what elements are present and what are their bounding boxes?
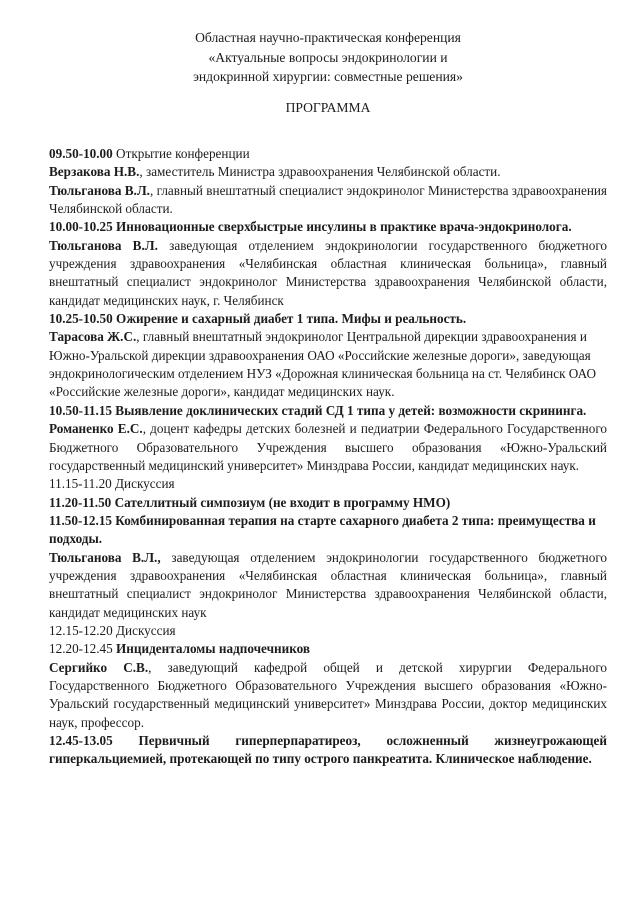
session-title: Открытие конференции (112, 146, 250, 161)
session-title: 10.50-11.15 Выявление доклинических стадий СД 1 типа у детей: возможности скрининга. (49, 402, 587, 418)
session-1220-incidentalomas (49, 640, 607, 658)
speaker-credentials: заведующая отделением эндокринологии государственного бюджетного учреждения здравоохранения «Челябинская областная клиническая больница», главный внештатный специалист эндокринолог Министерства здравоохранения Челябинской области, кандидат медицинских наук (49, 549, 607, 620)
speaker-credentials: , главный внештатный специалист эндокринолог Министерства здравоохранения Челябинской области. (49, 182, 608, 217)
speaker-sergiyko (49, 659, 607, 732)
speaker-name: Тюльганова В.Л. (49, 182, 150, 198)
session-0950-opening (49, 145, 607, 163)
conference-title (49, 28, 607, 87)
conference-title-line-3: эндокринной хирургии: совместные решения» (193, 69, 463, 84)
speaker-credentials: , доцент кафедры детских болезней и педиатрии Федерального Государственного Бюджетного Образовательного Учреждения высшего образования «Южно-Уральский государственный медицинский университет» Минздрава России, кандидат медицинских наук. (49, 421, 607, 473)
session-time: 09.50-10.00 (49, 146, 113, 161)
session-title: 12.45-13.05 Первичный гиперперпаратиреоз, осложненный жизнеугрожающей гиперкальциемией, протекающей по типу острого панкреатита. Клиническое наблюдение. (49, 733, 607, 767)
speaker-credentials: , главный внештатный эндокринолог Центральной дирекции здравоохранения и Южно-Уральской дирекции здравоохранения ОАО «Российские железные дороги», заведующая эндокринологическим отделением НУЗ «Дорожная клиническая больница на ст. Челябинск ОАО «Российские железные дороги», кандидат медицинских наук. (49, 329, 597, 400)
session-title: 12.15-12.20 Дискуссия (49, 622, 176, 638)
session-title: 11.15-11.20 Дискуссия (49, 476, 175, 492)
speaker-tyulganova-intro (49, 182, 607, 219)
session-title: Инциденталомы надпочечников (116, 641, 311, 657)
session-title: 11.20-11.50 Сателлитный симпозиум (не входит в программу НМО) (49, 494, 451, 510)
speaker-name: Тюльганова В.Л., (49, 549, 161, 565)
speaker-credentials: , заведующий кафедрой общей и детской хирургии Федерального Государственного Бюджетного Образовательного Учреждения высшего образования «Южно-Уральский государственный медицинский университет» Минздрава России, доктор медицинских наук, профессор. (49, 659, 607, 730)
speaker-credentials: заведующая отделением эндокринологии государственного бюджетного учреждения здравоохранения «Челябинская областная клиническая больница», главный внештатный специалист эндокринолог Министерства здравоохранения Челябинской области, кандидат медицинских наук, г. Челябинск (49, 237, 607, 308)
session-title: 10.00-10.25 Инновационные сверхбыстрые инсулины в практике врача-эндокринолога. (49, 219, 572, 235)
speaker-name: Романенко Е.С. (49, 421, 143, 437)
session-1025-obesity (49, 310, 607, 328)
session-1245-hyperparathyroidism (49, 732, 607, 769)
speaker-tarasova (49, 328, 607, 401)
speaker-name: Верзакова Н.В. (49, 164, 140, 180)
session-time: 12.20-12.45 (49, 641, 117, 657)
speaker-tyulganova-details-2 (49, 549, 607, 622)
speaker-name: Тюльганова В.Л. (49, 237, 158, 253)
session-1215-discussion (49, 622, 607, 640)
program-heading: ПРОГРАММА (285, 99, 371, 115)
speaker-credentials: , заместитель Министра здравоохранения Челябинской области. (139, 164, 501, 180)
speaker-tyulganova-details (49, 237, 607, 310)
speaker-name: Сергийко С.В. (49, 659, 149, 675)
program-schedule (49, 145, 607, 769)
session-1000-insulins (49, 218, 607, 236)
speaker-verzakova (49, 163, 607, 181)
session-1050-screening (49, 402, 607, 420)
session-title: 10.25-10.50 Ожирение и сахарный диабет 1 типа. Мифы и реальность. (49, 311, 467, 327)
speaker-romanenko (49, 420, 607, 475)
session-1150-combination-therapy (49, 512, 607, 549)
session-1120-satellite (49, 494, 607, 512)
conference-title-line-2: «Актуальные вопросы эндокринологии и (208, 49, 448, 65)
session-1115-discussion (49, 475, 607, 493)
session-title: 11.50-12.15 Комбинированная терапия на старте сахарного диабета 2 типа: преимущества и подходы. (49, 512, 596, 547)
speaker-name: Тарасова Ж.С. (49, 329, 137, 345)
conference-title-line-1: Областная научно-практическая конференция (195, 30, 461, 45)
